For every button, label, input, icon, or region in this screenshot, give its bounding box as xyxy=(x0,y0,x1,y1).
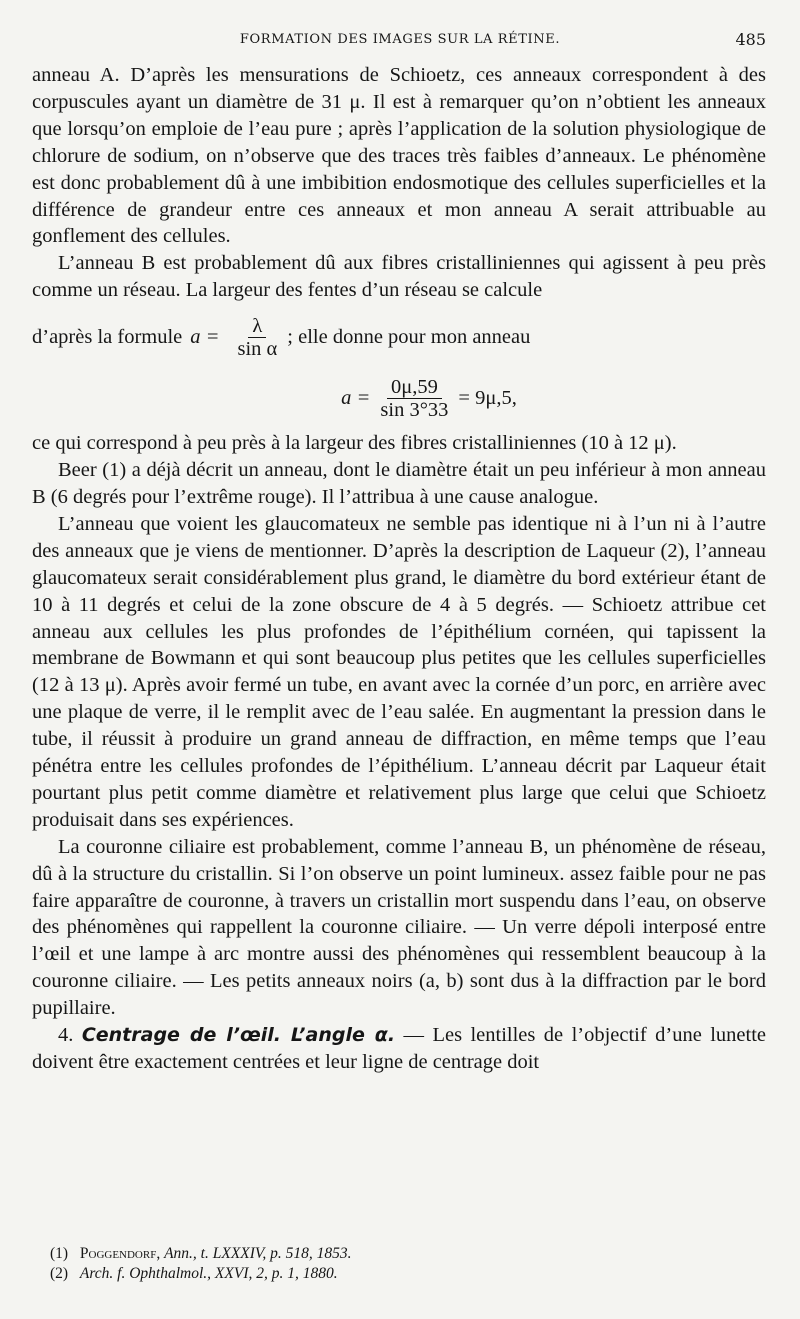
paragraph-ciliary-corona: La couronne ciliaire est probablement, comme l’anneau B, un phénomène de réseau, dû à la structure du cristallin. Si l’on observe un point lumineux. assez faible pour ne pas faire apparaître de couronne, à travers un cristallin mort suspendu dans l’eau, on observe des phénomènes qui rappellent la couronne ciliaire. — Un verre dépoli interposé entre l’œil et une lampe à arc montre aussi des phénomènes qui ressemblent beaucoup à la couronne ciliaire. — Les petits anneaux noirs (a, b) sont dus à la diffraction par le bord pupillaire. xyxy=(32,835,766,1020)
section-text: — Les lentilles de l’objectif d’une lunette doivent être exactement centrées et leur ligne de centrage doit xyxy=(32,1024,767,1073)
formula-line xyxy=(32,308,766,366)
section-title: Centrage de l’œil. L’angle α. xyxy=(81,1024,396,1047)
formula2-denominator: sin 3°33 xyxy=(380,398,449,421)
formula-display xyxy=(32,366,766,430)
formula1-lhs: a = xyxy=(190,325,220,348)
page-number: 485 xyxy=(735,30,766,49)
paragraph-glaucoma: L’anneau que voient les glaucomateux ne semble pas identique ni à l’un ni à l’autre des anneaux que je viens de mentionner. D’après la description de Laqueur (2), l’anneau glaucomateux serait considérablement plus grand, le diamètre du bord extérieur étant de 10 à 11 degrés et celui de la zone obscure de 4 à 5 degrés. — Schioetz attribue cet anneau aux cellules les plus profondes de l’épithélium cornéen, qui tapissent la membrane de Bowmann et qui sont beaucoup plus petites que les cellules superficielles (12 à 13 μ). Après avoir fermé un tube, en avant avec la cornée d’un porc, en arrière avec une plaque de verre, il le remplit avec de l’eau salée. En augmentant la pression dans le tube, il réussit à produire un grand anneau de diffraction, en même temps que l’eau pénétra entre les cellules profondes de l’épithélium. L’anneau décrit par Laqueur était pourtant plus petit comme diamètre et relativement plus large que celui que Schioetz produisait dans ses expériences. xyxy=(32,512,766,831)
formula2-numerator: 0μ,59 xyxy=(387,376,442,399)
formula-prefix: d’après la formule xyxy=(32,325,183,348)
footnote-2-ref: Arch. f. Ophthalmol., XXVI, 2, p. 1, 1880. xyxy=(79,1265,338,1282)
formula1-numerator: λ xyxy=(248,315,266,338)
running-title: FORMATION DES IMAGES SUR LA RÉTINE. xyxy=(239,32,561,47)
paragraph-ring-b-end: ce qui correspond à peu près à la largeur des fibres cristalliniennes (10 à 12 μ). xyxy=(32,432,677,455)
formula2-fraction xyxy=(376,376,452,421)
paragraph-continuation: anneau A. D’après les mensurations de Schioetz, ces anneaux correspondent à des corpuscules ayant un diamètre de 31 μ. Il est à remarquer qu’on n’obtient les anneaux que lorsqu’on emploie de l’eau pure ; après l’application de la solution physiologique de chlorure de sodium, on n’observe que des traces très faibles d’anneaux. Le phénomène est donc probablement dû à une imbibition endosmotique des cellules superficielles et la différence de grandeur entre ces anneaux et mon anneau A serait attribuable au gonflement des cellules. xyxy=(32,64,766,248)
footnote-2 xyxy=(50,1264,770,1284)
formula2-lhs: a = xyxy=(341,386,371,409)
footnote-1-ref: Ann., t. LXXXIV, p. 518, 1853. xyxy=(164,1245,352,1262)
formula1-fraction xyxy=(234,315,282,360)
footnotes xyxy=(50,1244,770,1284)
formula1-denominator: sin α xyxy=(237,337,278,360)
paragraph-section-4 xyxy=(32,1022,766,1076)
footnote-2-mark: (2) xyxy=(50,1265,69,1282)
footnote-1-mark: (1) xyxy=(50,1245,69,1262)
paragraph-beer: Beer (1) a déjà décrit un anneau, dont le diamètre était un peu inférieur à mon anneau B (6 degrés pour l’extrême rouge). Il l’attribua à une cause analogue. xyxy=(32,459,766,508)
running-header xyxy=(0,30,800,52)
paragraph-ring-b: L’anneau B est probablement dû aux fibres cristalliniennes qui agissent à peu près comme un réseau. La largeur des fentes d’un réseau se calcule xyxy=(32,252,766,302)
page-body xyxy=(32,62,766,1076)
footnote-1 xyxy=(50,1244,770,1264)
section-number: 4. xyxy=(58,1024,74,1047)
formula-suffix: ; elle donne pour mon anneau xyxy=(287,325,531,348)
footnote-1-author: Poggendorf, xyxy=(79,1245,161,1262)
formula2-result: = 9μ,5, xyxy=(458,386,517,409)
